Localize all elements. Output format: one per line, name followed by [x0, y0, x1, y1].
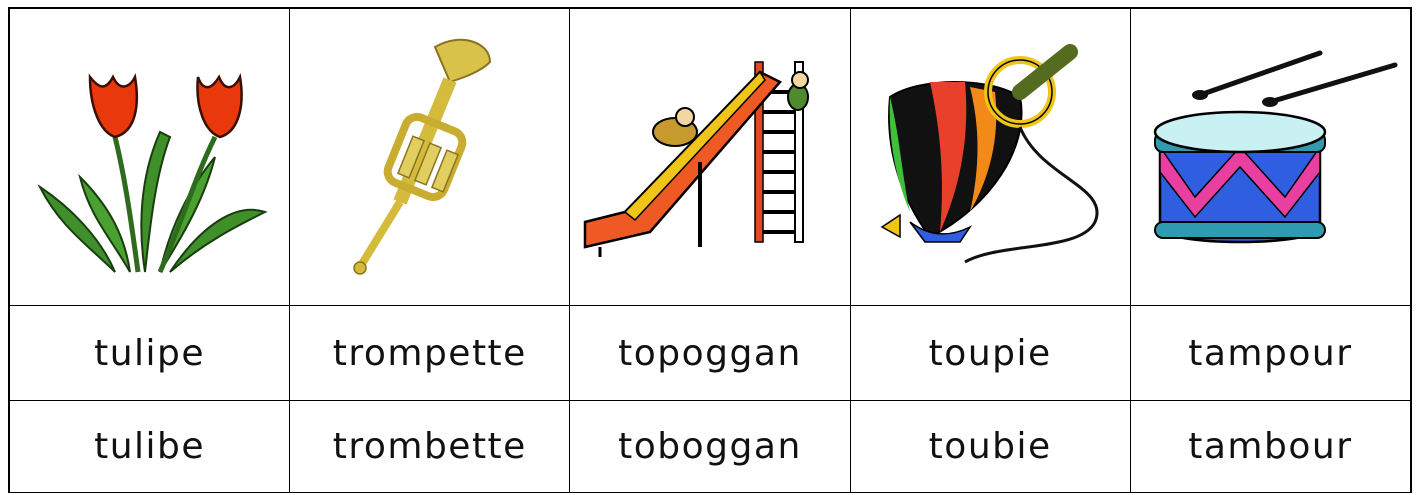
spinning-top-icon	[870, 37, 1110, 277]
word-cell	[290, 306, 570, 401]
word-label: toupie	[928, 332, 1052, 374]
word-cell	[10, 401, 290, 493]
word-cell	[1130, 401, 1410, 493]
word-cell	[290, 401, 570, 493]
picture-row	[10, 9, 1411, 306]
drum-icon	[1140, 47, 1400, 267]
word-cell	[850, 401, 1130, 493]
word-label: topoggan	[618, 332, 802, 374]
distractor-words-row	[10, 401, 1411, 493]
word-cell	[1130, 306, 1410, 401]
word-label: trombette	[332, 426, 527, 467]
picture-cell-topoggan	[570, 9, 850, 306]
word-label: tambour	[1188, 426, 1353, 467]
word-card-sheet	[8, 7, 1412, 493]
word-cell	[570, 306, 850, 401]
word-label: tulipe	[94, 332, 206, 374]
picture-cell-toupie	[850, 9, 1130, 306]
word-label: toubie	[928, 426, 1052, 467]
word-cell	[850, 306, 1130, 401]
word-label: tulibe	[94, 426, 206, 467]
tulip-icon	[20, 37, 280, 277]
slide-icon	[580, 52, 840, 262]
correct-words-row	[10, 306, 1411, 401]
trumpet-icon	[340, 32, 520, 282]
word-cell	[10, 306, 290, 401]
word-label: trompette	[332, 332, 527, 374]
word-cell	[570, 401, 850, 493]
word-label: toboggan	[618, 426, 802, 467]
picture-cell-tampour	[1130, 9, 1410, 306]
picture-cell-trompette	[290, 9, 570, 306]
word-grid	[9, 8, 1411, 493]
picture-cell-tulipe	[10, 9, 290, 306]
word-label: tampour	[1188, 332, 1353, 374]
